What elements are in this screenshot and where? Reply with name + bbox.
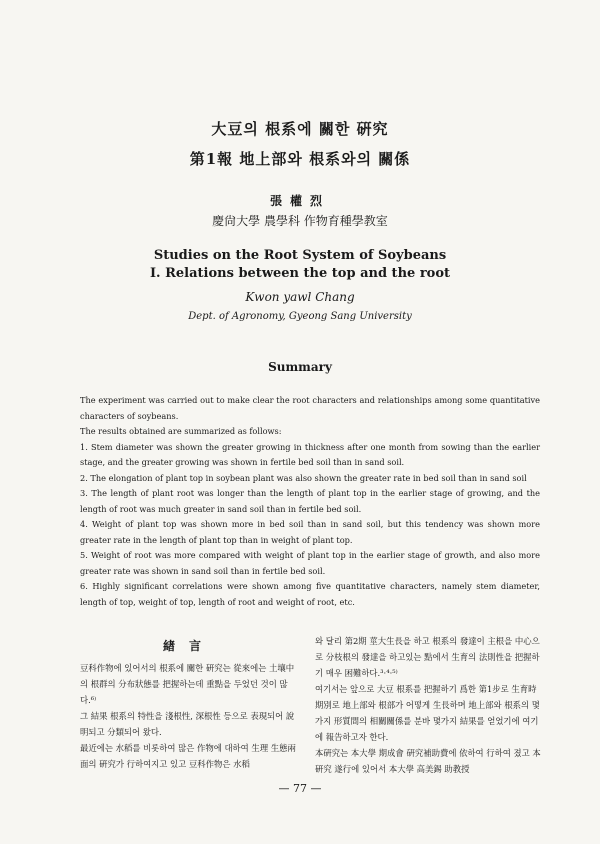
summary-item: 5. Weight of root was more compared with weight of plant top in the earlier stage of growth, and also more greater rate was shown in sand soil than in fertile bed soil. [80, 550, 540, 576]
korean-subtitle: 第1報 地上部와 根系와의 關係 [189, 150, 411, 168]
body-paragraph: 여기서는 앞으로 大豆 根系를 把握하기 爲한 第1步로 生育時期別로 地上部와 根部가 어떻게 生長하며 地上部와 根系의 몇가지 形質間의 相關關係를 분바 몇가지 結果를 얻었기에 여기에 報告하고자 한다. [315, 684, 540, 742]
introduction-heading: 緖言 [162, 639, 215, 653]
body-paragraph: 豆科作物에 있어서의 根系에 關한 硏究는 從來에는 土壤中의 根群의 分布狀態를 把握하는데 重點을 두었던 것이 많다.⁶⁾ [80, 663, 295, 705]
summary-item: 6. Highly significant correlations were shown among five quantitative characters, namely stem diameter, length of top, weight of top, length of root and weight of root, etc. [80, 581, 540, 607]
page-number: — 77 — [278, 782, 322, 795]
body-paragraph: 本硏究는 本大學 期成會 硏究補助費에 依하여 行하여 졌고 本硏究 遂行에 있어서 本大學 高美錫 助教授 [315, 748, 541, 774]
summary-intro: The experiment was carried out to make clear the root characters and relationships among some quantitative characters of soybeans. [80, 395, 540, 421]
english-author: Kwon yawl Chang [245, 290, 355, 304]
korean-affiliation: 慶尙大學 農學科 作物育種學教室 [212, 214, 388, 228]
english-subtitle: I. Relations between the top and the root [149, 266, 451, 281]
body-paragraph: 와 달리 第2期 莖大生長을 하고 根系의 發達이 主根을 中心으로 分枝根의 發達을 하고있는 點에서 生育의 法則性을 把握하기 매우 困難하다.³·⁴·⁵⁾ [315, 636, 540, 678]
english-title: Studies on the Root System of Soybeans [153, 248, 447, 263]
summary-item: 1. Stem diameter was shown the greater growing in thickness after one month from sowing than the earlier stage, and the greater growing was shown in fertile bed soil than in sand soil. [80, 441, 540, 467]
korean-author: 張權烈 [269, 194, 330, 208]
body-left-column [80, 638, 298, 772]
summary-item: 3. The length of plant root was longer than the length of plant top in the earlier stage of growing, and the length of root was much greater in sand soil than in fertile bed soil. [80, 488, 540, 514]
summary-heading: Summary [268, 360, 332, 374]
summary-lead: The results obtained are summarized as follows: [80, 426, 282, 436]
english-affiliation: Dept. of Agronomy, Gyeong Sang University [188, 311, 412, 322]
body-right-column [315, 633, 543, 777]
summary-abstract [80, 393, 540, 610]
body-paragraph: 最近에는 水稻를 비롯하여 많은 作物에 대하여 生理 生態兩面의 硏究가 行하여지고 있고 豆科作物은 水稻 [80, 743, 296, 769]
summary-item: 2. The elongation of plant top in soybean plant was also shown the greater rate in bed soil than in sand soil [80, 472, 527, 483]
body-paragraph: 그 結果 根系의 特性을 淺根性, 深根性 등으로 表現되어 說明되고 分類되어 왔다. [80, 711, 295, 737]
summary-item: 4. Weight of plant top was shown more in bed soil than in sand soil, but this tendency was shown more greater rate in the length of plant top than in weight of plant top. [80, 519, 540, 545]
korean-title: 大豆의 根系에 關한 硏究 [211, 120, 389, 138]
